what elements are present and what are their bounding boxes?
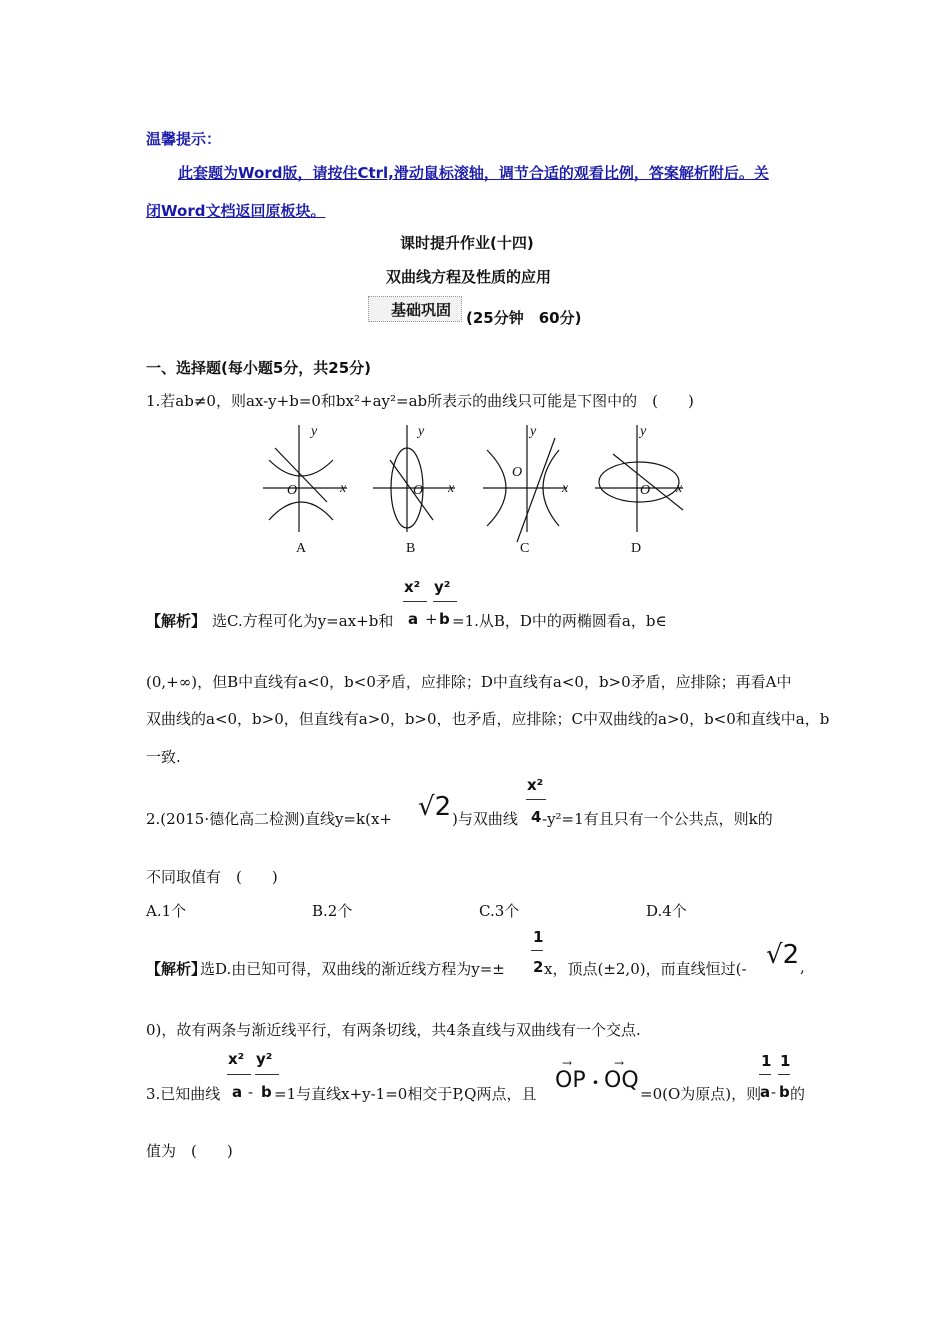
q3-f4-num: 1	[780, 1052, 791, 1070]
q3-frac2-bar	[255, 1074, 279, 1075]
q3-stem-line2: 值为 ( )	[146, 1142, 233, 1160]
q2-stem-a: 2.(2015·德化高二检测)直线y=k(x+	[146, 810, 392, 828]
q1-analysis-line2: (0,+∞)，但B中直线有a<0，b<0矛盾，应排除；D中直线有a<0，b>0矛盾，应排除；再看A中	[146, 673, 792, 691]
page-title: 课时提升作业(十四)	[400, 234, 534, 252]
q1-frac1-bar	[403, 601, 427, 602]
axis-y-a: y	[311, 424, 318, 439]
q1-analysis-tag: 【解析】	[146, 612, 207, 630]
origin-c: O	[512, 465, 523, 480]
q3-frac1-den: a	[232, 1083, 243, 1101]
q3-vec1-arrow: →	[562, 1056, 573, 1070]
q2-sqrt: √2	[418, 792, 452, 822]
q3-vec2: OQ	[604, 1068, 639, 1093]
q2-half-bar	[531, 950, 543, 951]
tip-line-2[interactable]	[146, 200, 325, 221]
axis-x-c: x	[562, 481, 569, 496]
axis-x-a: x	[340, 481, 347, 496]
q3-f3-den: a	[760, 1083, 771, 1101]
figure-label-a: A	[296, 541, 307, 556]
q2-option-d: D.4个	[646, 902, 687, 920]
q1-plus: +	[425, 610, 438, 628]
figure-label-b: B	[406, 541, 416, 556]
q3-stem-d: 的	[790, 1085, 806, 1103]
q3-vec2-arrow: →	[614, 1056, 625, 1070]
q1-analysis-a: 选C.方程可化为y=ax+b和	[212, 612, 394, 630]
q2-option-a: A.1个	[146, 902, 187, 920]
origin-b: O	[413, 483, 424, 498]
q1-analysis-b: =1.从B，D中的两椭圆看a，b∈	[452, 612, 667, 630]
q1-frac2-den: b	[439, 610, 450, 628]
tip-line-1[interactable]	[178, 162, 769, 183]
q3-vec1: OP	[555, 1068, 586, 1093]
q2-half-num: 1	[533, 928, 544, 946]
axis-x-b: x	[448, 481, 455, 496]
q3-f3-num: 1	[761, 1052, 772, 1070]
q2-frac-num: x²	[527, 776, 544, 794]
figure-b	[373, 425, 455, 532]
q2-stem-c: -y²=1有且只有一个公共点，则k的	[542, 810, 773, 828]
q3-stem-c: =0(O为原点)，则	[640, 1085, 762, 1103]
q3-f4-den: b	[779, 1083, 790, 1101]
q3-minus2: -	[771, 1083, 777, 1101]
axis-x-d: x	[676, 481, 683, 496]
q1-analysis-line4: 一致.	[146, 748, 181, 766]
q2-frac-bar	[526, 799, 546, 800]
q3-frac1-bar	[227, 1074, 251, 1075]
q3-stem-b: =1与直线x+y-1=0相交于P,Q两点，且	[274, 1085, 537, 1103]
figure-c	[483, 425, 567, 542]
figure-d	[595, 425, 683, 532]
q2-option-b: B.2个	[312, 902, 353, 920]
section-badge-label: 基础巩固	[391, 301, 452, 319]
q2-option-c: C.3个	[479, 902, 520, 920]
q3-frac2-den: b	[261, 1083, 272, 1101]
q3-f4-bar	[778, 1074, 790, 1075]
q1-analysis-line3: 双曲线的a<0，b>0，但直线有a>0，b>0，也矛盾，应排除；C中双曲线的a>0，b<0和直线中a，b	[146, 710, 830, 728]
q3-dot: ·	[592, 1070, 599, 1094]
figure-a	[263, 425, 347, 532]
origin-d: O	[640, 483, 651, 498]
q3-minus: -	[248, 1083, 254, 1101]
q2-analysis-tag: 【解析】	[146, 960, 207, 978]
q2-analysis-b: x，顶点(±2,0)，而直线恒过(-	[544, 960, 747, 978]
q2-frac-den: 4	[531, 808, 542, 826]
q2-analysis-a: 选D.由已知可得，双曲线的渐近线方程为y=±	[200, 960, 505, 978]
q2-analysis-comma: ,	[800, 958, 805, 976]
q3-stem-a: 3.已知曲线	[146, 1085, 221, 1103]
axis-y-d: y	[640, 424, 647, 439]
q2-stem-b: )与双曲线	[452, 810, 518, 828]
tip-title: 温馨提示：	[146, 130, 222, 148]
q2-analysis-sqrt: √2	[766, 940, 800, 970]
q1-frac1-den: a	[408, 610, 419, 628]
q1-frac2-bar	[433, 601, 457, 602]
q3-f3-bar	[759, 1074, 771, 1075]
q2-stem-line2: 不同取值有 ( )	[146, 868, 278, 886]
origin-a: O	[287, 483, 298, 498]
page-subtitle: 双曲线方程及性质的应用	[386, 268, 552, 286]
figure-label-c: C	[520, 541, 530, 556]
q3-frac1-num: x²	[228, 1050, 245, 1068]
q2-analysis-line2: 0)，故有两条与渐近线平行，有两条切线，共4条直线与双曲线有一个交点.	[146, 1021, 641, 1039]
tip-line-1-text[interactable]: 此套题为Word版，请按住Ctrl,滑动鼠标滚轴，调节合适的观看比例，答案解析附后。关	[178, 164, 769, 182]
time-score: (25分钟 60分)	[466, 309, 582, 327]
figure-label-d: D	[631, 541, 642, 556]
section-badge	[368, 296, 462, 322]
axis-y-b: y	[418, 424, 425, 439]
q1-figures	[255, 420, 695, 560]
section-heading: 一、选择题(每小题5分，共25分)	[146, 359, 372, 377]
q1-stem: 1.若ab≠0，则ax-y+b=0和bx²+ay²=ab所表示的曲线只可能是下图中的 ( )	[146, 392, 694, 410]
tip-line-2-text[interactable]: 闭Word文档返回原板块。	[146, 202, 326, 220]
q1-frac1-num: x²	[404, 578, 421, 596]
axis-y-c: y	[530, 424, 537, 439]
q2-half-den: 2	[533, 958, 544, 976]
q3-frac2-num: y²	[256, 1050, 273, 1068]
q1-frac2-num: y²	[434, 578, 451, 596]
